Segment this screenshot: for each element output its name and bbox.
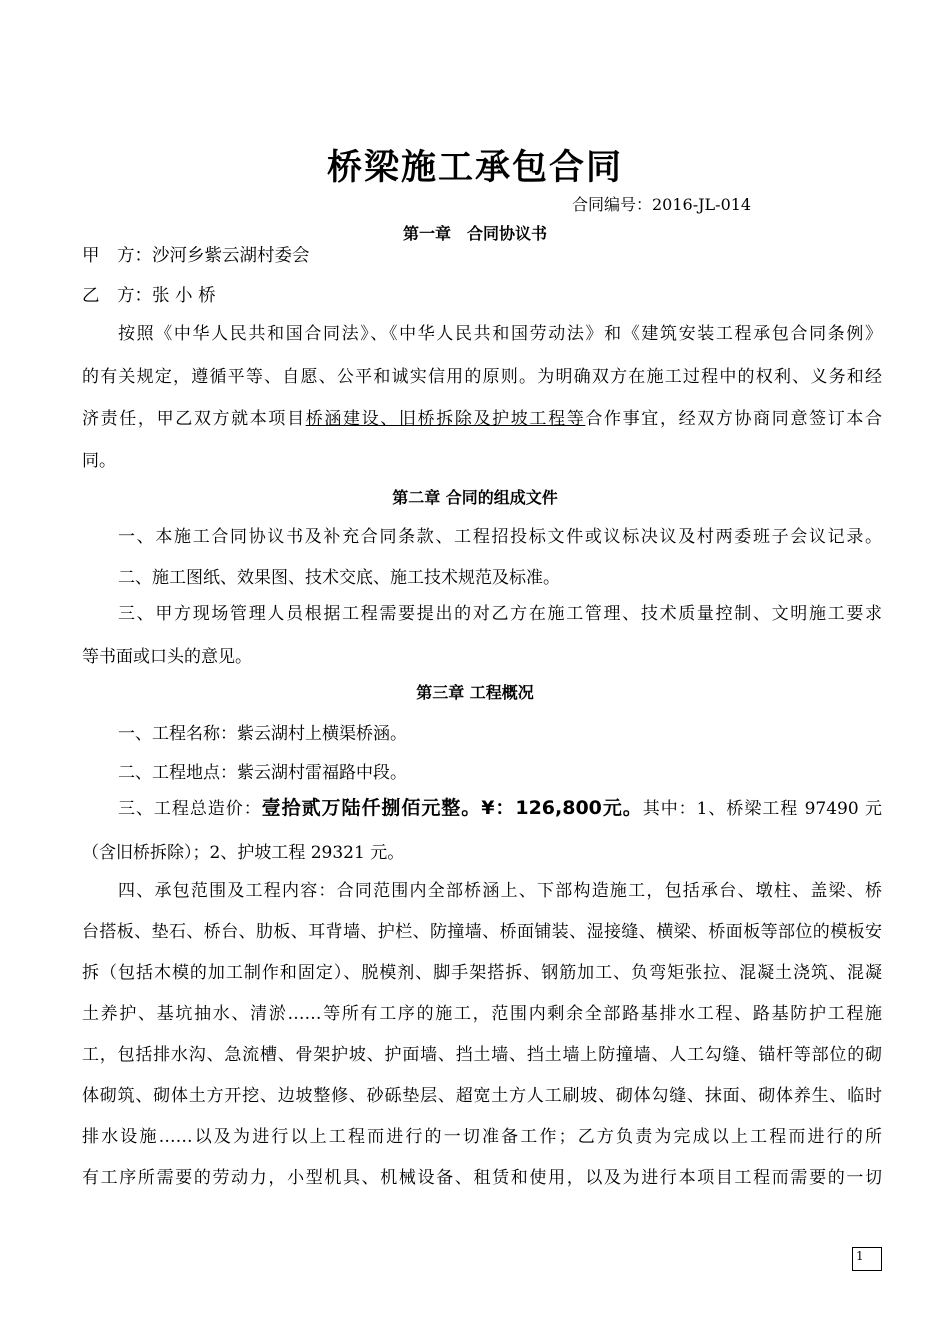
paragraph-line [82, 404, 882, 429]
chapter-2-heading: 第二章 合同的组成文件 [392, 488, 558, 507]
contract-number: 合同编号：2016-JL-014 [572, 195, 752, 214]
project-name: 一、工程名称：紫云湖村上横渠桥涵。 [118, 724, 407, 744]
project-price [118, 793, 882, 820]
list-item: 二、施工图纸、效果图、技术交底、施工技术规范及标准。 [118, 568, 560, 588]
underlined-scope: 桥涵建设、旧桥拆除及护坡工程等 [305, 409, 586, 429]
price-label: 三、工程总造价： [118, 799, 262, 819]
price-amount: 壹拾贰万陆仟捌佰元整。¥：126,800元。 [261, 797, 643, 819]
scope-line: 有工序所需要的劳动力，小型机具、机械设备、租赁和使用，以及为进行本项目工程而需要的一切 [82, 1168, 882, 1188]
paragraph-line: 同。 [82, 451, 116, 471]
list-item: 一、本施工合同协议书及补充合同条款、工程招投标文件或议标决议及村两委班子会议记录。 [118, 527, 882, 547]
chapter-3-heading: 第三章 工程概况 [416, 683, 534, 702]
page-number: 1 [852, 1247, 882, 1271]
paragraph-text: 济责任，甲乙双方就本项目 [82, 409, 306, 429]
paragraph-line: 按照《中华人民共和国合同法》、《中华人民共和国劳动法》和《建筑安装工程承包合同条例》 [118, 324, 882, 344]
scope-line: 拆（包括木模的加工制作和固定）、脱模剂、脚手架搭拆、钢筋加工、负弯矩张拉、混凝土浇筑、混凝 [82, 963, 882, 983]
paragraph-line: 的有关规定，遵循平等、自愿、公平和诚实信用的原则。为明确双方在施工过程中的权利、义务和经 [82, 367, 882, 387]
price-breakdown-line: （含旧桥拆除）；2、护坡工程 29321 元。 [82, 843, 405, 863]
scope-line: 台搭板、垫石、桥台、肋板、耳背墙、护栏、防撞墙、桥面铺装、湿接缝、横梁、桥面板等部位的模板安 [82, 922, 882, 942]
document-title: 桥梁施工承包合同 [326, 148, 623, 188]
scope-line: 土养护、基坑抽水、清淤……等所有工序的施工，范围内剩余全部路基排水工程、路基防护工程施 [82, 1004, 882, 1024]
list-item: 三、甲方现场管理人员根据工程需要提出的对乙方在施工管理、技术质量控制、文明施工要求 [118, 604, 882, 624]
scope-line: 工，包括排水沟、急流槽、骨架护坡、护面墙、挡土墙、挡土墙上防撞墙、人工勾缝、锚杆等部位的砌 [82, 1045, 882, 1065]
list-item: 等书面或口头的意见。 [82, 647, 252, 667]
chapter-1-heading: 第一章 合同协议书 [402, 224, 547, 243]
project-location: 二、工程地点：紫云湖村雷福路中段。 [118, 763, 407, 783]
scope-line: 四、承包范围及工程内容：合同范围内全部桥涵上、下部构造施工，包括承台、墩柱、盖梁、桥 [118, 881, 882, 901]
scope-line: 体砌筑、砌体土方开挖、边坡整修、砂砾垫层、超宽土方人工刷坡、砌体勾缝、抹面、砌体养生、临时 [82, 1086, 882, 1106]
paragraph-text: 合作事宜，经双方协商同意签订本合 [585, 409, 883, 429]
scope-line: 排水设施……以及为进行以上工程而进行的一切准备工作；乙方负责为完成以上工程而进行的所 [82, 1127, 882, 1147]
party-b: 乙 方：张 小 桥 [82, 286, 216, 306]
party-a: 甲 方：沙河乡紫云湖村委会 [82, 246, 310, 266]
price-breakdown: 其中：1、桥梁工程 97490 元 [642, 799, 883, 819]
